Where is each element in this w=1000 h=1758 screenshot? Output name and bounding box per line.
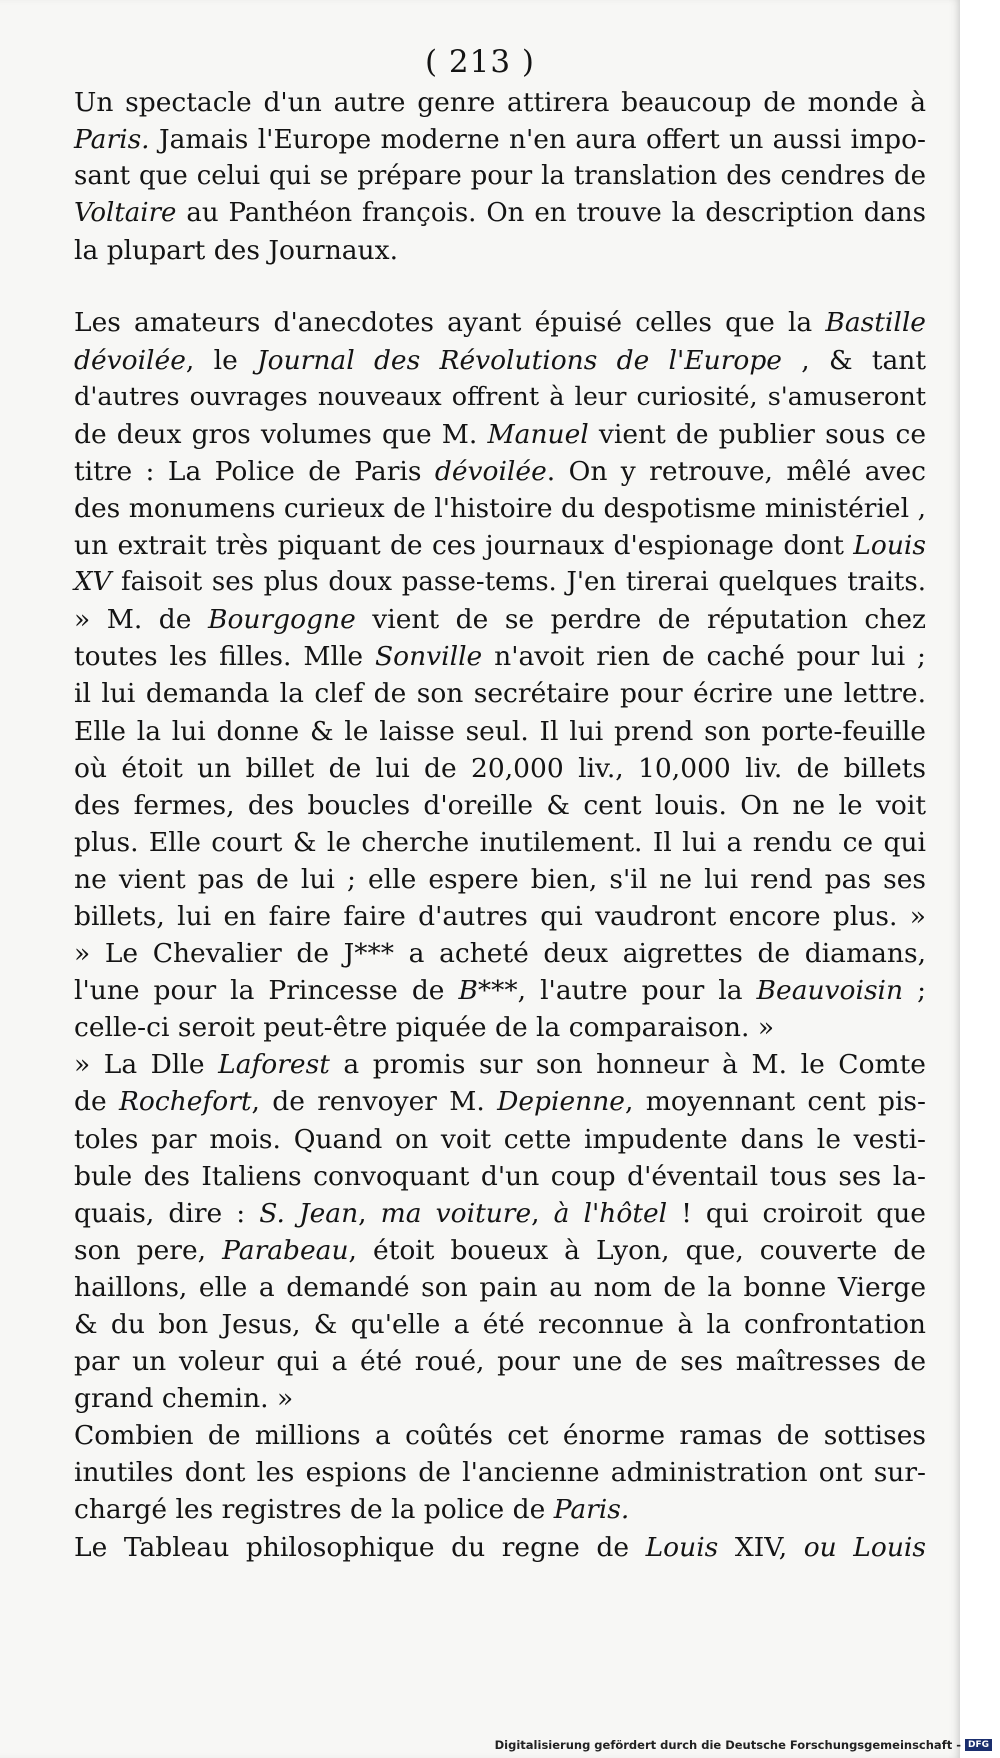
text-line: d'autres ouvrages nouveaux offrent à leur curiosité, s'amuseront [74, 381, 926, 412]
text-line: billets, lui en faire faire d'autres qui vaudront encore plus. » [74, 900, 926, 932]
text-line: plus. Elle court & le cherche inutilement. Il lui a rendu ce qui [74, 826, 926, 858]
text-line: Voltaire au Panthéon françois. On en trouve la description dans [74, 198, 926, 229]
text-line: inutiles dont les espions de l'ancienne administration ont sur- [74, 1457, 926, 1489]
text-line: il lui demanda la clef de son secrétaire pour écrire une lettre. [74, 678, 926, 710]
text-line: dévoilée, le Journal des Révolutions de l'Europe , & tant [74, 344, 926, 376]
text-line: » La Dlle Laforest a promis sur son honneur à M. le Comte [74, 1049, 926, 1081]
text-line: toutes les filles. Mlle Sonville n'avoit rien de caché pour lui ; [74, 641, 926, 673]
paragraph-laforest [46, 1046, 926, 1417]
paragraph-voltaire [46, 84, 926, 269]
text-line: & du bon Jesus, & qu'elle a été reconnue à la confrontation [74, 1309, 926, 1340]
text-line: où étoit un billet de lui de 20,000 liv., 10,000 liv. de billets [74, 752, 926, 784]
text-line: toles par mois. Quand on voit cette impudente dans le vesti- [74, 1123, 926, 1155]
text-line: de Rochefort, de renvoyer M. Depienne, moyennant cent pis- [74, 1086, 926, 1118]
credit-text: Digitalisierung gefördert durch die Deutsche Forschungsgemeinschaft - [494, 1738, 961, 1752]
text-line: Elle la lui donne & le laisse seul. Il lui prend son porte-feuille [74, 715, 926, 747]
text-line: l'une pour la Princesse de B***, l'autre pour la Beauvoisin ; [74, 975, 927, 1007]
paragraph-anecdotes [46, 304, 926, 601]
text-line: » M. de Bourgogne vient de se perdre de réputation chez [74, 604, 926, 636]
text-line: des monumens curieux de l'histoire du despotisme ministériel , [74, 492, 926, 524]
text-line: des fermes, des boucles d'oreille & cent louis. On ne le voit [74, 789, 926, 821]
text-line: Un spectacle d'un autre genre attirera beaucoup de monde à [74, 87, 926, 118]
text-line: Le Tableau philosophique du regne de Louis XIV, ou Louis [74, 1531, 926, 1563]
text-line: XV faisoit ses plus doux passe-tems. J'en tirerai quelques traits. [74, 567, 926, 598]
text-line: ne vient pas de lui ; elle espere bien, s'il ne lui rend pas ses [74, 863, 926, 895]
text-line: son pere, Parabeau, étoit boueux à Lyon, que, couverte de [74, 1234, 926, 1266]
page-number: ( 213 ) [424, 44, 536, 80]
paragraph-gap [46, 269, 926, 304]
text-line: sant que celui qui se prépare pour la translation des cendres de [74, 161, 926, 192]
text-line: titre : La Police de Paris dévoilée. On y retrouve, mêlé avec [74, 455, 926, 487]
text-line: de deux gros volumes que M. Manuel vient de publier sous ce [74, 418, 927, 450]
text-line: Les amateurs d'anecdotes ayant épuisé celles que la Bastille [74, 307, 926, 339]
text-line: Combien de millions a coûtés cet énorme ramas de sottises [74, 1420, 926, 1452]
text-line: » Le Chevalier de J*** a acheté deux aigrettes de diamans, [74, 938, 926, 970]
text-line: quais, dire : S. Jean, ma voiture, à l'hôtel ! qui croiroit que [74, 1197, 926, 1229]
text-line: un extrait très piquant de ces journaux d'espionage dont Louis [74, 530, 926, 562]
text-line: haillons, elle a demandé son pain au nom de la bonne Vierge [74, 1271, 926, 1303]
paragraph-tableau [46, 1529, 926, 1566]
text-line: celle-ci seroit peut-être piquée de la comparaison. » [74, 1012, 775, 1044]
text-line: bule des Italiens convoquant d'un coup d'éventail tous ses la- [74, 1160, 926, 1192]
text-line: par un voleur qui a été roué, pour une de ses maîtresses de [74, 1346, 926, 1378]
body-text [46, 84, 926, 1566]
paragraph-chevalier [46, 935, 926, 1046]
text-line: la plupart des Journaux. [74, 235, 398, 267]
text-line: grand chemin. » [74, 1383, 294, 1415]
paragraph-bourgogne [46, 601, 926, 935]
paragraph-millions [46, 1417, 926, 1528]
digitization-credit [495, 1738, 992, 1752]
dfg-logo: DFG [965, 1739, 992, 1751]
text-line: chargé les registres de la police de Paris. [74, 1494, 630, 1526]
text-line: Paris. Jamais l'Europe moderne n'en aura offert un aussi impo- [74, 124, 926, 156]
